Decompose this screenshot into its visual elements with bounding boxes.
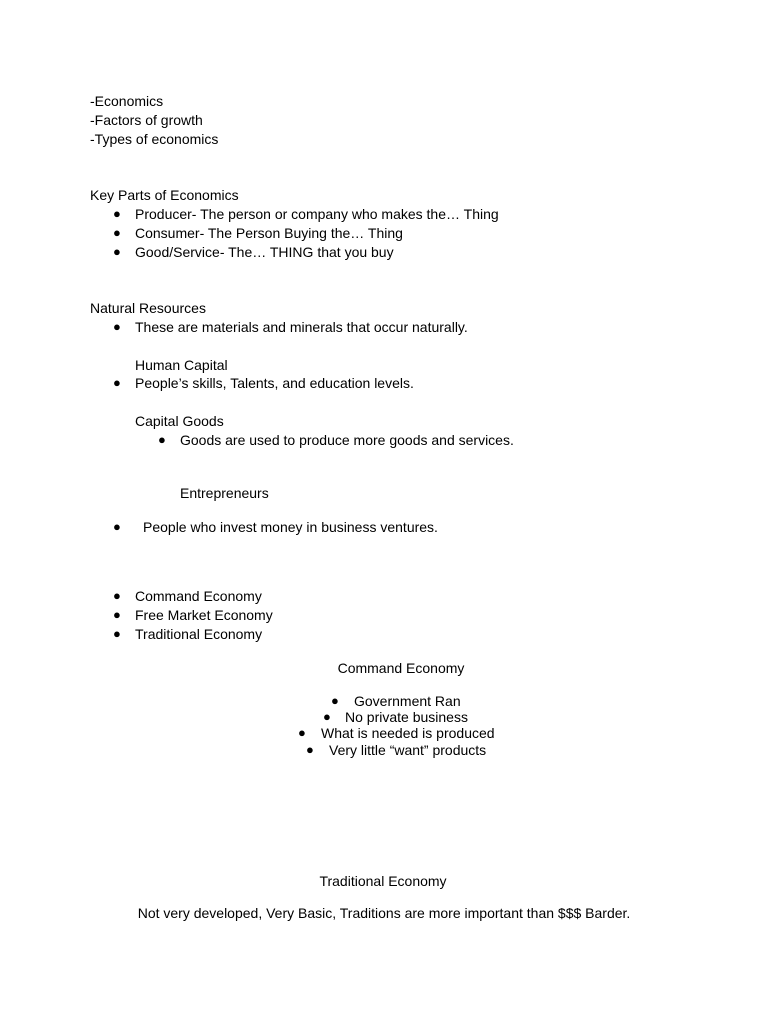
traditional-economy-heading: Traditional Economy: [319, 873, 447, 889]
bullet-icon: ●: [113, 244, 121, 259]
key-part-producer: Producer- The person or company who makes the… Thing: [135, 206, 499, 222]
bullet-icon: ●: [113, 225, 121, 240]
capital-goods-heading: Capital Goods: [135, 413, 224, 429]
economy-type-command: Command Economy: [135, 588, 262, 604]
entrepreneurs-heading: Entrepreneurs: [180, 485, 269, 501]
topic-factors-of-growth: -Factors of growth: [90, 112, 203, 128]
command-economy-heading: Command Economy: [337, 660, 465, 676]
bullet-icon: ●: [113, 588, 121, 603]
bullet-icon: ●: [298, 725, 306, 740]
bullet-icon: ●: [113, 206, 121, 221]
natural-resources-heading: Natural Resources: [90, 300, 206, 316]
human-capital-heading: Human Capital: [135, 357, 228, 373]
command-item-very-little-want: Very little “want” products: [329, 742, 487, 758]
bullet-icon: ●: [113, 375, 121, 390]
bullet-icon: ●: [306, 742, 314, 757]
economy-type-traditional: Traditional Economy: [135, 626, 263, 642]
entrepreneurs-item: People who invest money in business ventures.: [143, 519, 438, 535]
natural-resources-item: These are materials and minerals that occur naturally.: [135, 319, 468, 335]
bullet-icon: ●: [331, 693, 339, 708]
bullet-icon: ●: [158, 432, 166, 447]
command-item-government-ran: Government Ran: [354, 693, 461, 709]
key-part-consumer: Consumer- The Person Buying the… Thing: [135, 225, 403, 241]
command-item-no-private-business: No private business: [345, 709, 468, 725]
bullet-icon: ●: [113, 319, 121, 334]
topic-types-of-economics: -Types of economics: [90, 131, 219, 147]
key-parts-heading: Key Parts of Economics: [90, 187, 239, 203]
command-item-what-is-needed: What is needed is produced: [321, 725, 495, 741]
traditional-economy-description: Not very developed, Very Basic, Traditions are more important than $$$ Barder.: [137, 905, 631, 921]
key-part-good-service: Good/Service- The… THING that you buy: [135, 244, 394, 260]
human-capital-item: People’s skills, Talents, and education levels.: [135, 375, 414, 391]
capital-goods-item: Goods are used to produce more goods and services.: [180, 432, 514, 448]
topic-economics: -Economics: [90, 93, 164, 109]
economy-type-free-market: Free Market Economy: [135, 607, 273, 623]
bullet-icon: ●: [113, 607, 121, 622]
bullet-icon: ●: [113, 626, 121, 641]
bullet-icon: ●: [323, 709, 331, 724]
bullet-icon: ●: [113, 519, 121, 534]
